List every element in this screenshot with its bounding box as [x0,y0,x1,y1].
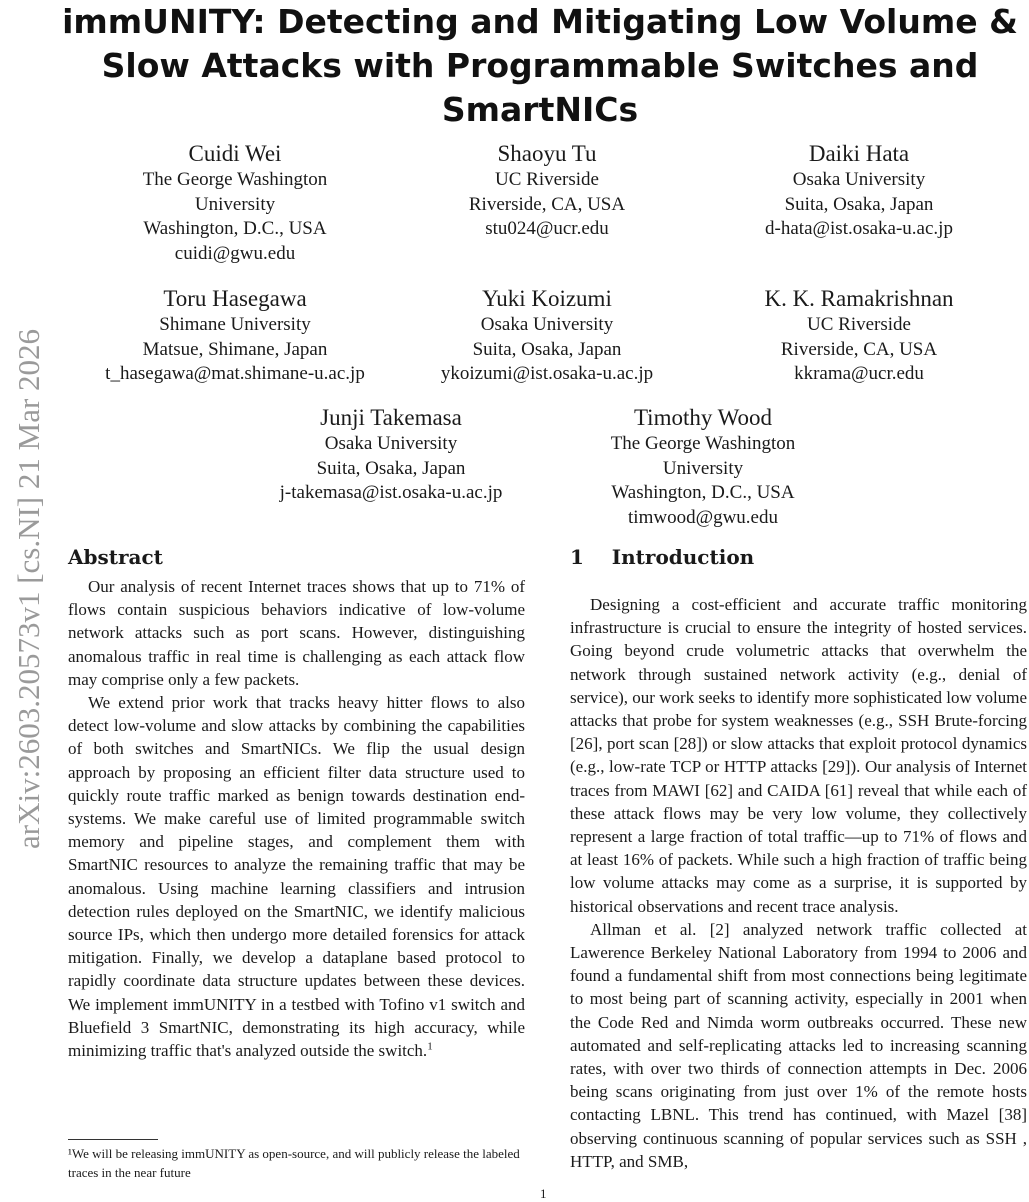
author-name: Shaoyu Tu [497,141,597,166]
author-block [538,404,868,530]
page-number: 1 [540,1186,547,1201]
author-location: Washington, D.C., USA [611,482,795,503]
author-location: Suita, Osaka, Japan [472,338,622,360]
abstract-body [68,575,525,1062]
author-affiliation: The George Washington [142,169,328,190]
author-affiliation: University [194,193,276,215]
author-name: Daiki Hata [808,141,910,166]
author-affiliation: Osaka University [480,314,614,335]
author-affiliation: University [662,457,744,479]
author-affiliation: UC Riverside [495,169,599,190]
footnote: ¹We will be releasing immUNITY as open-source, and will publicly release the labeled traces in the near future [68,1146,520,1180]
author-email: d-hata@ist.osaka-u.ac.jp [765,218,953,239]
author-name: Cuidi Wei [188,141,282,166]
author-location: Washington, D.C., USA [143,218,327,239]
author-affiliation: The George Washington [610,433,796,454]
author-block [70,140,400,266]
introduction-body [570,593,1027,1173]
author-location: Suita, Osaka, Japan [316,457,466,479]
author-block [70,285,400,387]
intro-paragraph: Designing a cost-efficient and accurate traffic monitoring infrastructure is crucial to ensure the integrity of hosted services. Going beyond crude volumetric attacks that overwhelm the network through sustained network activity (e.g., denial of service), our work seeks to identify more sophisticated low volume attacks that probe for system weaknesses (e.g., SSH Brute-forcing [26], port scan [28]) or slow attacks that exploit protocol dynamics (e.g., low-rate TCP or HTTP attacks [29]). Our analysis of Internet traces from MAWI [62] and CAIDA [61] reveal that while each of these attack flows may be very low volume, they collectively represent a large fraction of total traffic—up to 71% of flows and at least 16% of packets. While such a high fraction of traffic being low volume attacks may come as a surprise, it is supported by historical observations and recent trace analysis. [570,595,1027,916]
footnote-marker: 1 [427,1040,433,1053]
author-email: kkrama@ucr.edu [794,363,924,384]
author-block [694,285,1024,387]
author-email: stu024@ucr.edu [485,218,609,239]
author-email: ykoizumi@ist.osaka-u.ac.jp [440,363,654,384]
arxiv-stamp: arXiv:2603.20573v1 [cs.NI] 21 Mar 2026 [11,328,46,849]
author-location: Matsue, Shimane, Japan [142,338,328,360]
author-block [382,285,712,387]
author-block [382,140,712,242]
author-email: cuidi@gwu.edu [174,242,296,264]
footnote-rule [68,1139,158,1140]
author-email: j-takemasa@ist.osaka-u.ac.jp [279,482,503,503]
author-location: Riverside, CA, USA [780,338,938,360]
abstract-heading: Abstract [68,545,163,569]
author-location: Suita, Osaka, Japan [784,193,934,215]
author-block [226,404,556,506]
author-name: K. K. Ramakrishnan [764,286,954,311]
author-affiliation: UC Riverside [807,314,911,335]
author-name: Yuki Koizumi [482,286,612,311]
section-heading-introduction: 1 Introduction [570,545,755,569]
abstract-paragraph-text: We extend prior work that tracks heavy hitter flows to also detect low-volume and slow attacks by combining the capabilities of both switches and SmartNICs. We flip the usual design approach by proposing an efficient filter data structure used to quickly route traffic marked as benign towards destination end-systems. We make careful use of limited programmable switch memory and pipeline stages, and complement them with SmartNIC resources to analyze the remaining traffic that may be anomalous. Using machine learning classifiers and intrusion detection rules deployed on the SmartNIC, we identify malicious source IPs, which then undergo more detailed forensics for attack mitigation. Finally, we develop a dataplane based protocol to rapidly coordinate data structure updates between these devices. We implement immUNITY in a testbed with Tofino v1 switch and Bluefield 3 SmartNIC, demonstrating its high accuracy, while minimizing traffic that's analyzed outside the switch. [68,693,525,1061]
intro-paragraph: Allman et al. [2] analyzed network traffic collected at Lawerence Berkeley National Laboratory from 1994 to 2006 and found a fundamental shift from most connections being legitimate to most being part of scanning activity, especially in 2001 when the Code Red and Nimda worm outbreaks occurred. These new automated and self-replicating attacks led to increasing scanning rates, with over two thirds of connection attempts in Dec. 2006 being scans originating from just over 1% of the remote hosts contacting LBNL. This trend has continued, with Mazel [38] observing continuous scanning of popular services such as SSH , HTTP, and SMB, [570,919,1027,1171]
abstract-paragraph [68,691,525,1062]
author-affiliation: Osaka University [792,169,926,190]
author-email: t_hasegawa@mat.shimane-u.ac.jp [105,363,365,384]
author-block [694,140,1024,242]
author-email: timwood@gwu.edu [628,506,778,528]
author-affiliation: Osaka University [324,433,458,454]
author-name: Timothy Wood [633,405,773,430]
author-name: Toru Hasegawa [163,286,307,311]
author-affiliation: Shimane University [159,314,311,335]
author-name: Junji Takemasa [320,405,462,430]
abstract-paragraph: Our analysis of recent Internet traces shows that up to 71% of flows contain suspicious behaviors indicative of low-volume network attacks such as port scans. However, distinguishing anomalous traffic in real time is challenging as each attack flow may comprise only a few packets. [68,577,525,689]
paper-title: immUNITY: Detecting and Mitigating Low Volume & Slow Attacks with Programmable Switches and SmartNICs [62,2,1018,129]
author-location: Riverside, CA, USA [468,193,626,215]
